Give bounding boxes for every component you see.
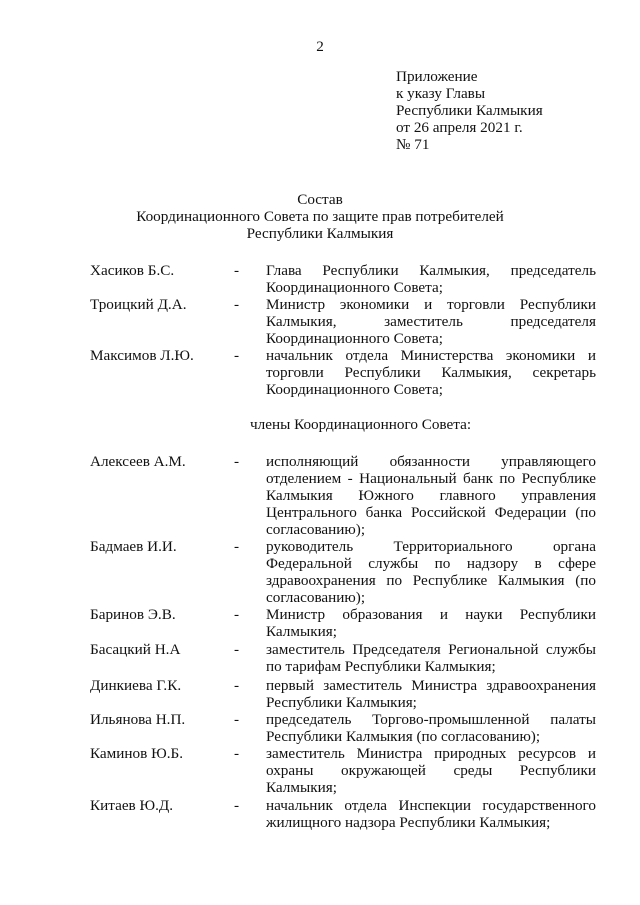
- appendix-block: [396, 68, 543, 153]
- page-number: 2: [316, 38, 324, 55]
- role-line: начальник отдела Министерства экономики и: [266, 347, 596, 364]
- members-heading: члены Координационного Совета:: [250, 416, 472, 433]
- role-line: Министр образования и науки Республики: [266, 606, 596, 623]
- role-line: руководитель Территориального органа: [266, 538, 596, 555]
- member-dash: -: [234, 797, 240, 814]
- member-name: Хасиков Б.С.: [90, 262, 175, 279]
- role-line: Координационного Совета;: [266, 330, 443, 347]
- role-line: исполняющий обязанности управляющего: [266, 453, 596, 470]
- role-line: согласованию);: [266, 589, 366, 606]
- role-line: Республики Калмыкия (по согласованию);: [266, 728, 541, 745]
- member-role: [266, 296, 596, 347]
- role-line: заместитель Министра природных ресурсов и: [266, 745, 596, 762]
- role-line: заместитель Председателя Региональной службы: [266, 641, 596, 658]
- role-line: начальник отдела Инспекции государственного: [266, 797, 596, 814]
- member-role: [266, 262, 596, 296]
- appendix-line: Республики Калмыкия: [396, 102, 543, 119]
- appendix-line: от 26 апреля 2021 г.: [396, 119, 523, 136]
- member-role: [266, 453, 596, 538]
- member-dash: -: [234, 745, 240, 762]
- role-line: Глава Республики Калмыкия, председатель: [266, 262, 596, 279]
- member-role: [266, 606, 596, 640]
- role-line: Республики Калмыкия;: [266, 694, 417, 711]
- member-dash: -: [234, 538, 240, 555]
- role-line: здравоохранения по Республике Калмыкия (по: [266, 572, 596, 589]
- role-line: первый заместитель Министра здравоохранения: [266, 677, 596, 694]
- role-line: Калмыкия;: [266, 779, 337, 796]
- role-line: Координационного Совета;: [266, 279, 443, 296]
- role-line: Калмыкия;: [266, 623, 337, 640]
- appendix-line: Приложение: [396, 68, 478, 85]
- member-role: [266, 538, 596, 606]
- member-role: [266, 711, 596, 745]
- member-name: Динкиева Г.К.: [90, 677, 182, 694]
- member-name: Китаев Ю.Д.: [90, 797, 174, 814]
- member-role: [266, 797, 596, 831]
- title-line: Республики Калмыкия: [246, 225, 394, 242]
- role-line: Калмыкия Южного главного управления: [266, 487, 596, 504]
- member-dash: -: [234, 677, 240, 694]
- title-line: Состав: [297, 191, 343, 208]
- member-name: Ильянова Н.П.: [90, 711, 186, 728]
- role-line: жилищного надзора Республики Калмыкия;: [266, 814, 551, 831]
- member-role: [266, 641, 596, 675]
- appendix-line: № 71: [396, 136, 430, 153]
- role-line: председатель Торгово-промышленной палаты: [266, 711, 596, 728]
- role-line: согласованию);: [266, 521, 366, 538]
- member-name: Баринов Э.В.: [90, 606, 176, 623]
- member-name: Троицкий Д.А.: [90, 296, 187, 313]
- document-title: [0, 191, 640, 242]
- role-line: Центрального банка Российской Федерации (по: [266, 504, 596, 521]
- member-name: Бадмаев И.И.: [90, 538, 177, 555]
- member-name: Максимов Л.Ю.: [90, 347, 194, 364]
- member-name: Каминов Ю.Б.: [90, 745, 184, 762]
- member-dash: -: [234, 347, 240, 364]
- member-dash: -: [234, 641, 240, 658]
- member-dash: -: [234, 453, 240, 470]
- member-name: Басацкий Н.А: [90, 641, 181, 658]
- member-role: [266, 745, 596, 796]
- member-role: [266, 347, 596, 398]
- title-line: Координационного Совета по защите прав потребителей: [136, 208, 504, 225]
- member-role: [266, 677, 596, 711]
- role-line: Координационного Совета;: [266, 381, 443, 398]
- role-line: охраны окружающей среды Республики: [266, 762, 596, 779]
- member-dash: -: [234, 296, 240, 313]
- member-dash: -: [234, 711, 240, 728]
- role-line: Министр экономики и торговли Республики: [266, 296, 596, 313]
- role-line: отделением - Национальный банк по Республике: [266, 470, 596, 487]
- member-dash: -: [234, 262, 240, 279]
- appendix-line: к указу Главы: [396, 85, 486, 102]
- role-line: торговли Республики Калмыкия, секретарь: [266, 364, 596, 381]
- member-name: Алексеев А.М.: [90, 453, 186, 470]
- role-line: Калмыкия, заместитель председателя: [266, 313, 596, 330]
- member-dash: -: [234, 606, 240, 623]
- role-line: по тарифам Республики Калмыкия;: [266, 658, 496, 675]
- role-line: Федеральной службы по надзору в сфере: [266, 555, 596, 572]
